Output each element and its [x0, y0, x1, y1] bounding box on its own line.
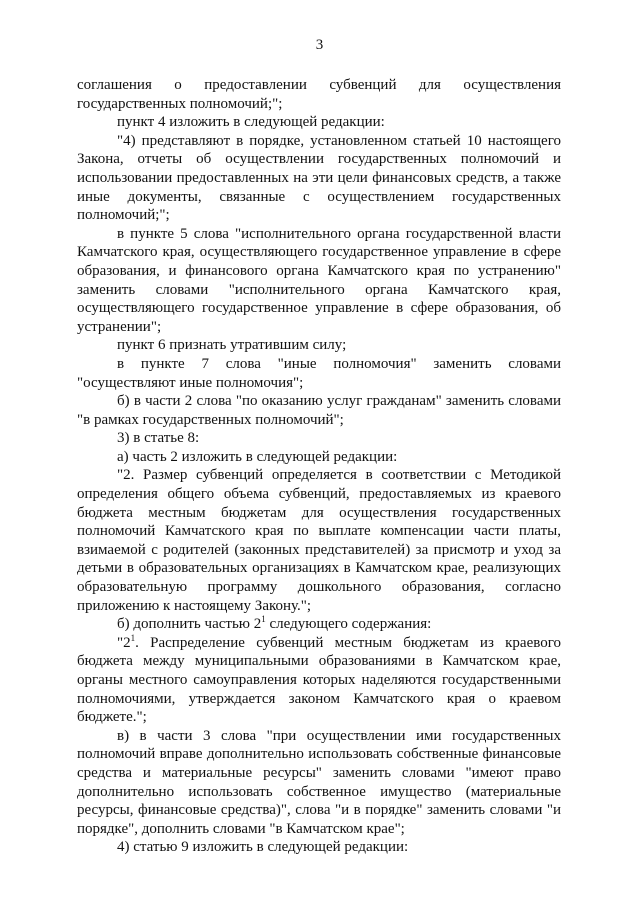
page-number: 3 [315, 37, 324, 53]
paragraph: 4) статью 9 изложить в следующей редакции: [117, 839, 409, 856]
paragraph-text: следующего содержания: [265, 616, 432, 633]
superscript-index: 1 [130, 632, 136, 643]
paragraph [77, 634, 561, 727]
paragraph: б) в части 2 слова "по оказанию услуг гражданам" заменить словами "в рамках государственных полномочий"; [77, 393, 561, 428]
paragraph: 3) в статье 8: [117, 430, 200, 447]
paragraph: соглашения о предоставлении субвенций для осуществления государственных полномочий;"; [77, 77, 561, 112]
paragraph: пункт 6 признать утратившим силу; [117, 337, 347, 354]
paragraph-text: б) дополнить частью 2 [117, 616, 262, 633]
paragraph: пункт 4 изложить в следующей редакции: [117, 114, 385, 131]
paragraph: "2. Размер субвенций определяется в соответствии с Методикой определения общего объема субвенций, предоставляемых из краевого бюджета местным бюджетам для осуществления государственных полномочий Камчатского края по выплате компенсации части платы, взимаемой с родителей (законных представителей) за присмотр и уход за детьми в образовательных организациях в Камчатском крае, реализующих образовательную программу дошкольного образования, согласно приложению к настоящему Закону."; [77, 467, 561, 614]
paragraph: в пункте 7 слова "иные полномочия" заменить словами "осуществляют иные полномочия"; [77, 355, 561, 391]
paragraph-text: "2 [117, 634, 131, 651]
document-body [77, 76, 561, 857]
paragraph-text: . Распределение субвенций местным бюджетам из краевого бюджета между муниципальными образованиями в Камчатском крае, органы местного самоуправления которых наделяются государственными полномочиями, утверждается законом Камчатского края о краевом бюджете."; [77, 634, 561, 726]
paragraph: в пункте 5 слова "исполнительного органа государственной власти Камчатского края, осуществляющего государственное управление в сфере образования, и финансового органа Камчатского края по устранению" заменить словами "исполнительного органа Камчатского края, осуществляющего государственное управление в сфере образования, об устранении"; [77, 225, 561, 335]
paragraph: в) в части 3 слова "при осуществлении ими государственных полномочий вправе дополнительно использовать собственные финансовые средства и материальные ресурсы" заменить словами "имеют право дополнительно использовать собственное имущество (материальные ресурсы, финансовые средства)", слова "и в порядке" заменить словами "и порядке", дополнить словами "в Камчатском крае"; [77, 727, 561, 837]
paragraph: "4) представляют в порядке, установленном статьей 10 настоящего Закона, отчеты об осуществлении государственных полномочий и использовании предоставленных на эти цели финансовых средств, а также иные документы, связанные с осуществлением государственных полномочий;"; [77, 132, 561, 224]
paragraph [77, 615, 561, 634]
paragraph: а) часть 2 изложить в следующей редакции: [117, 448, 398, 465]
superscript-index: 1 [261, 614, 266, 625]
